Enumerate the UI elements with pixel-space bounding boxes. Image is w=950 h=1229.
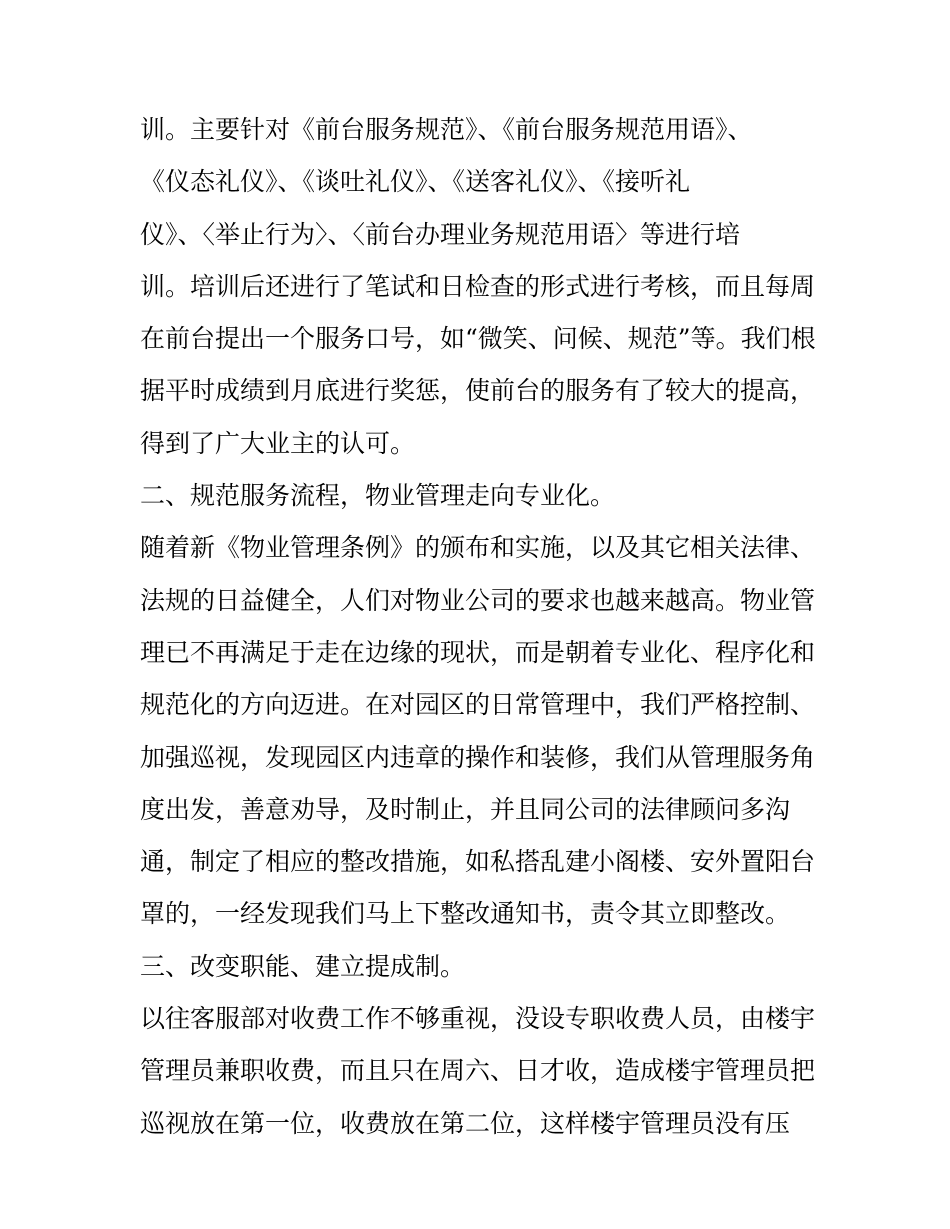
text-line: 在前台提出一个服务口号，如“微笑、问候、规范”等。我们根: [140, 324, 816, 354]
text-line: 据平时成绩到月底进行奖惩，使前台的服务有了较大的提高，: [140, 376, 816, 406]
text-line: 训。主要针对《前台服务规范》、《前台服务规范用语》、: [140, 115, 753, 144]
body-text: [140, 104, 830, 1150]
text-line: 仪》、〈举止行为〉、〈前台办理业务规范用语〉等进行培: [140, 219, 741, 249]
text-line: 规范化的方向迈进。在对园区的日常管理中，我们严格控制、: [140, 690, 816, 720]
text-line: 管理员兼职收费，而且只在周六、日才收，造成楼宇管理员把: [140, 1056, 816, 1086]
text-line: 《仪态礼仪》、《谈吐礼仪》、《送客礼仪》、《接听礼: [140, 167, 691, 197]
text-line: 度出发，善意劝导，及时制止，并且同公司的法律顾问多沟: [140, 794, 791, 824]
section-heading: 二、规范服务流程，物业管理走向专业化。: [140, 481, 616, 511]
text-line: 巡视放在第一位，收费放在第二位，这样楼宇管理员没有压: [140, 1108, 791, 1138]
text-line: 法规的日益健全，人们对物业公司的要求也越来越高。物业管: [140, 585, 816, 615]
text-line: 罩的，一经发现我们马上下整改通知书，责令其立即整改。: [140, 899, 791, 929]
text-line: 理已不再满足于走在边缘的现状，而是朝着专业化、程序化和: [140, 637, 816, 667]
text-line: 训。培训后还进行了笔试和日检查的形式进行考核，而且每周: [140, 271, 816, 301]
text-line: 得到了广大业主的认可。: [140, 428, 416, 458]
text-line: 加强巡视，发现园区内违章的操作和装修，我们从管理服务角: [140, 742, 816, 772]
text-line: 以往客服部对收费工作不够重视，没设专职收费人员，由楼宇: [140, 1004, 816, 1034]
text-line: 随着新《物业管理条例》的颁布和实施，以及其它相关法律、: [140, 533, 816, 563]
text-line: 通，制定了相应的整改措施，如私搭乱建小阁楼、安外置阳台: [140, 847, 816, 877]
section-heading: 三、改变职能、建立提成制。: [140, 951, 466, 981]
